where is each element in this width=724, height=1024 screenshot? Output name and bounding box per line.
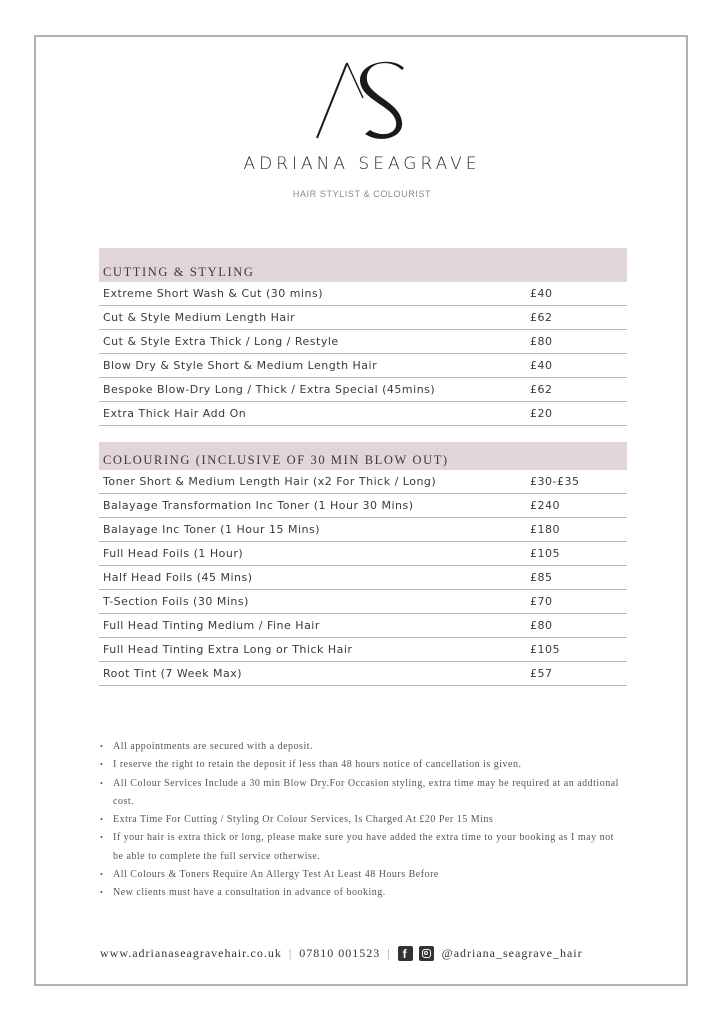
service-name: Full Head Tinting Extra Long or Thick Hair: [103, 643, 353, 656]
section-title: CUTTING & STYLING: [103, 265, 255, 279]
service-name: Full Head Tinting Medium / Fine Hair: [103, 619, 320, 632]
service-price: £240: [530, 499, 560, 512]
separator: |: [288, 945, 293, 960]
website-link[interactable]: www.adrianaseagravehair.co.uk: [100, 945, 282, 960]
price-row: [99, 306, 627, 330]
service-name: Balayage Transformation Inc Toner (1 Hour 30 Mins): [103, 499, 414, 512]
price-row: [99, 638, 627, 662]
social-handle[interactable]: @adriana_seagrave_hair: [441, 945, 583, 960]
price-row: [99, 590, 627, 614]
section-cutting-styling: [99, 248, 627, 426]
service-name: T-Section Foils (30 Mins): [103, 595, 249, 608]
brand-name: ADRIANA SEAGRAVE: [243, 154, 481, 174]
service-price: £80: [530, 619, 553, 632]
contact-footer: [100, 945, 630, 965]
policy-note: • If your hair is extra thick or long, please make sure you have added the extra time to your booking as I may not be able to complete the full service otherwise.: [100, 829, 620, 866]
price-row: [99, 518, 627, 542]
service-price: £105: [530, 643, 560, 656]
service-name: Cut & Style Medium Length Hair: [103, 311, 296, 324]
service-name: Bespoke Blow-Dry Long / Thick / Extra Special (45mins): [103, 383, 436, 396]
price-row: [99, 282, 627, 306]
service-price: £30-£35: [530, 475, 580, 488]
service-name: Extreme Short Wash & Cut (30 mins): [103, 287, 324, 300]
service-price: £62: [530, 383, 553, 396]
section-title: COLOURING (INCLUSIVE OF 30 MIN BLOW OUT): [103, 453, 449, 467]
service-name: Cut & Style Extra Thick / Long / Restyle: [103, 335, 339, 348]
policy-note: • All Colour Services Include a 30 min Blow Dry.For Occasion styling, extra time may be required at an addtional cost.: [100, 775, 620, 812]
policy-note: • All appointments are secured with a deposit.: [100, 738, 620, 756]
service-name: Balayage Inc Toner (1 Hour 15 Mins): [103, 523, 320, 536]
service-price: £80: [530, 335, 553, 348]
price-row: [99, 662, 627, 686]
service-name: Full Head Foils (1 Hour): [103, 547, 244, 560]
service-price: £70: [530, 595, 553, 608]
service-name: Extra Thick Hair Add On: [103, 407, 247, 420]
service-name: Half Head Foils (45 Mins): [103, 571, 253, 584]
price-row: [99, 614, 627, 638]
price-row: [99, 378, 627, 402]
price-row: [99, 494, 627, 518]
price-row: [99, 330, 627, 354]
separator: |: [387, 945, 391, 960]
price-row: [99, 354, 627, 378]
price-row: [99, 402, 627, 426]
service-price: £85: [530, 571, 553, 584]
price-row: [99, 566, 627, 590]
policy-note: • New clients must have a consultation in advance of booking.: [100, 884, 620, 902]
policy-notes-list: [100, 738, 620, 903]
instagram-icon[interactable]: [419, 946, 434, 961]
policy-note: • I reserve the right to retain the deposit if less than 48 hours notice of cancellation is given.: [100, 756, 620, 774]
service-price: £57: [530, 667, 553, 680]
price-row: [99, 542, 627, 566]
service-name: Root Tint (7 Week Max): [103, 667, 243, 680]
service-price: £40: [530, 359, 553, 372]
service-price: £40: [530, 287, 553, 300]
facebook-icon[interactable]: f: [398, 946, 413, 961]
service-name: Toner Short & Medium Length Hair (x2 For Thick / Long): [103, 475, 437, 488]
section-colouring: [99, 442, 627, 686]
price-row: [99, 470, 627, 494]
service-price: £62: [530, 311, 553, 324]
section-header: [99, 442, 627, 470]
policy-note: • All Colours & Toners Require An Allergy Test At Least 48 Hours Before: [100, 866, 620, 884]
service-price: £180: [530, 523, 560, 536]
policy-note: • Extra Time For Cutting / Styling Or Colour Services, Is Charged At £20 Per 15 Mins: [100, 811, 620, 829]
phone-number[interactable]: 07810 001523: [299, 945, 381, 960]
service-name: Blow Dry & Style Short & Medium Length Hair: [103, 359, 378, 372]
service-price: £105: [530, 547, 560, 560]
brand-monogram-logo: [310, 60, 410, 142]
brand-tagline: HAIR STYLIST & COLOURIST: [292, 189, 432, 199]
service-price: £20: [530, 407, 553, 420]
section-header: [99, 248, 627, 282]
